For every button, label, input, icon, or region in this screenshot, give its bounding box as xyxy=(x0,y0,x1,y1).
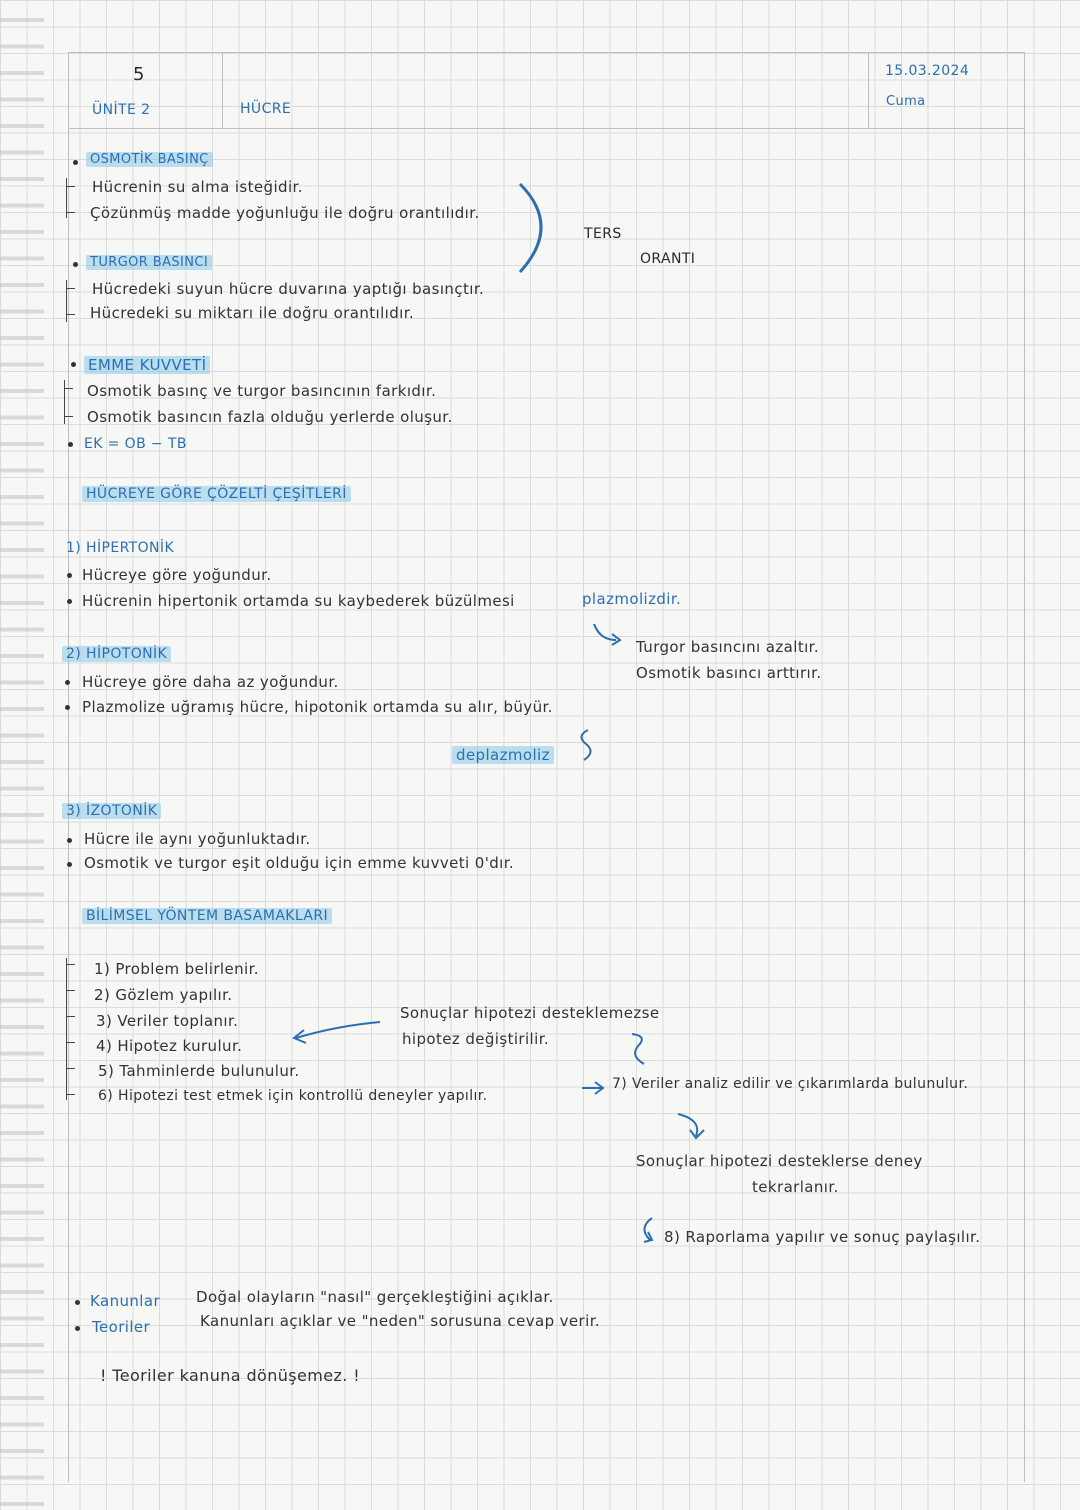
date-label: 15.03.2024 xyxy=(885,63,970,79)
osmotic-line-1: Hücrenin su alma isteğidir. xyxy=(92,178,303,196)
deplasmolysis-arrow-icon xyxy=(570,726,600,766)
relation-word-oranti: ORANTI xyxy=(640,251,696,267)
isotonic-line-1: Hücre ile aynı yoğunluktadır. xyxy=(84,830,311,848)
header-divider-right xyxy=(868,52,869,128)
spiral-binding xyxy=(0,0,44,1510)
header-border-bottom xyxy=(68,128,1024,129)
bullet xyxy=(75,1326,80,1331)
bullet xyxy=(67,599,72,604)
topic-label: HÜCRE xyxy=(240,101,292,117)
unit-label: ÜNİTE 2 xyxy=(92,102,151,118)
isotonic-title: 3) İZOTONİK xyxy=(62,803,161,819)
hypotonic-line-2: Plazmolize uğramış hücre, hipotonik ortamda su alır, büyür. xyxy=(82,698,553,716)
deplasmolysis-term: deplazmoliz xyxy=(452,746,554,764)
supported-line-2: tekrarlanır. xyxy=(752,1178,839,1196)
relation-word-ters: TERS xyxy=(584,226,622,242)
plasmolysis-term: plazmolizdir. xyxy=(582,590,682,608)
laws-label: Kanunlar xyxy=(90,1292,161,1310)
bullet xyxy=(68,442,73,447)
method-title: BİLİMSEL YÖNTEM BASAMAKLARI xyxy=(82,908,332,924)
turgor-title: TURGOR BASINCI xyxy=(86,255,212,270)
emme-title: EMME KUVVETİ xyxy=(84,356,210,374)
hypertonic-line-1: Hücreye göre yoğundur. xyxy=(82,566,272,584)
header-border-top xyxy=(68,52,1024,53)
not-supported-line-1: Sonuçlar hipotezi desteklemezse xyxy=(400,1004,660,1022)
hypotonic-line-1: Hücreye göre daha az yoğundur. xyxy=(82,673,339,691)
solutions-title: HÜCREYE GÖRE ÇÖZELTİ ÇEŞİTLERİ xyxy=(82,486,351,502)
day-label: Cuma xyxy=(886,94,926,109)
method-step-4: 4) Hipotez kurulur. xyxy=(96,1037,243,1055)
method-step-8: 8) Raporlama yapılır ve sonuç paylaşılır. xyxy=(664,1228,981,1246)
supported-line-1: Sonuçlar hipotezi desteklerse deney xyxy=(636,1152,923,1170)
method-step-2: 2) Gözlem yapılır. xyxy=(94,986,233,1004)
left-margin-line xyxy=(68,52,69,1482)
bullet xyxy=(65,705,70,710)
bullet xyxy=(65,680,70,685)
isotonic-line-2: Osmotik ve turgor eşit olduğu için emme kuvveti 0'dır. xyxy=(84,854,515,872)
turgor-brace xyxy=(66,280,67,322)
back-to-hypothesis-arrow-icon xyxy=(286,1016,386,1046)
theory-law-note: ! Teoriler kanuna dönüşemez. ! xyxy=(100,1366,361,1385)
bullet xyxy=(75,1300,80,1305)
method-step-7: 7) Veriler analiz edilir ve çıkarımlarda bulunulur. xyxy=(612,1076,969,1092)
step-7-down-arrow-icon xyxy=(672,1108,712,1148)
laws-text: Doğal olayların "nasıl" gerçekleştiğini açıklar. xyxy=(196,1288,554,1306)
hypertonic-note-1: Turgor basıncını azaltır. xyxy=(636,638,820,656)
right-margin-line xyxy=(1024,52,1025,1482)
emme-formula: EK = OB − TB xyxy=(84,436,187,452)
hypotonic-title: 2) HİPOTONİK xyxy=(62,646,171,662)
bullet xyxy=(73,262,78,267)
to-step-7-arrow-icon xyxy=(580,1078,610,1098)
bullet xyxy=(73,160,78,165)
method-step-5: 5) Tahminlerde bulunulur. xyxy=(98,1062,300,1080)
inverse-relation-bracket xyxy=(510,180,560,280)
bullet xyxy=(67,838,72,843)
header-divider-left xyxy=(222,52,223,128)
turgor-line-1: Hücredeki suyun hücre duvarına yaptığı basınçtır. xyxy=(92,280,485,298)
method-step-6: 6) Hipotezi test etmek için kontrollü deneyler yapılır. xyxy=(98,1088,488,1104)
method-brace xyxy=(66,958,67,1100)
page-number: 5 xyxy=(133,64,145,85)
hypertonic-title: 1) HİPERTONİK xyxy=(66,540,175,556)
method-step-1: 1) Problem belirlenir. xyxy=(94,960,259,978)
osmotic-line-2: Çözünmüş madde yoğunluğu ile doğru orantılıdır. xyxy=(90,204,480,222)
emme-brace xyxy=(64,380,65,424)
hypertonic-note-2: Osmotik basıncı arttırır. xyxy=(636,664,822,682)
method-step-3: 3) Veriler toplanır. xyxy=(96,1012,239,1030)
emme-line-1: Osmotik basınç ve turgor basıncının farkıdır. xyxy=(87,382,437,400)
theories-text: Kanunları açıklar ve "neden" sorusuna cevap verir. xyxy=(200,1312,601,1330)
osmotic-title: OSMOTİK BASINÇ xyxy=(86,152,213,167)
turgor-line-2: Hücredeki su miktarı ile doğru orantılıdır. xyxy=(90,304,415,322)
bullet xyxy=(67,573,72,578)
emme-line-2: Osmotik basıncın fazla olduğu yerlerde oluşur. xyxy=(87,408,453,426)
theories-label: Teoriler xyxy=(92,1318,151,1336)
not-supported-curl-icon xyxy=(626,1030,656,1070)
hypertonic-line-2: Hücrenin hipertonik ortamda su kaybederek büzülmesi xyxy=(82,592,515,610)
plasmolysis-arrow-icon xyxy=(590,618,630,648)
to-step-8-arrow-icon xyxy=(636,1214,666,1248)
bullet xyxy=(67,862,72,867)
osmotic-brace xyxy=(66,178,67,218)
bullet xyxy=(71,362,76,367)
not-supported-line-2: hipotez değiştirilir. xyxy=(402,1030,550,1048)
